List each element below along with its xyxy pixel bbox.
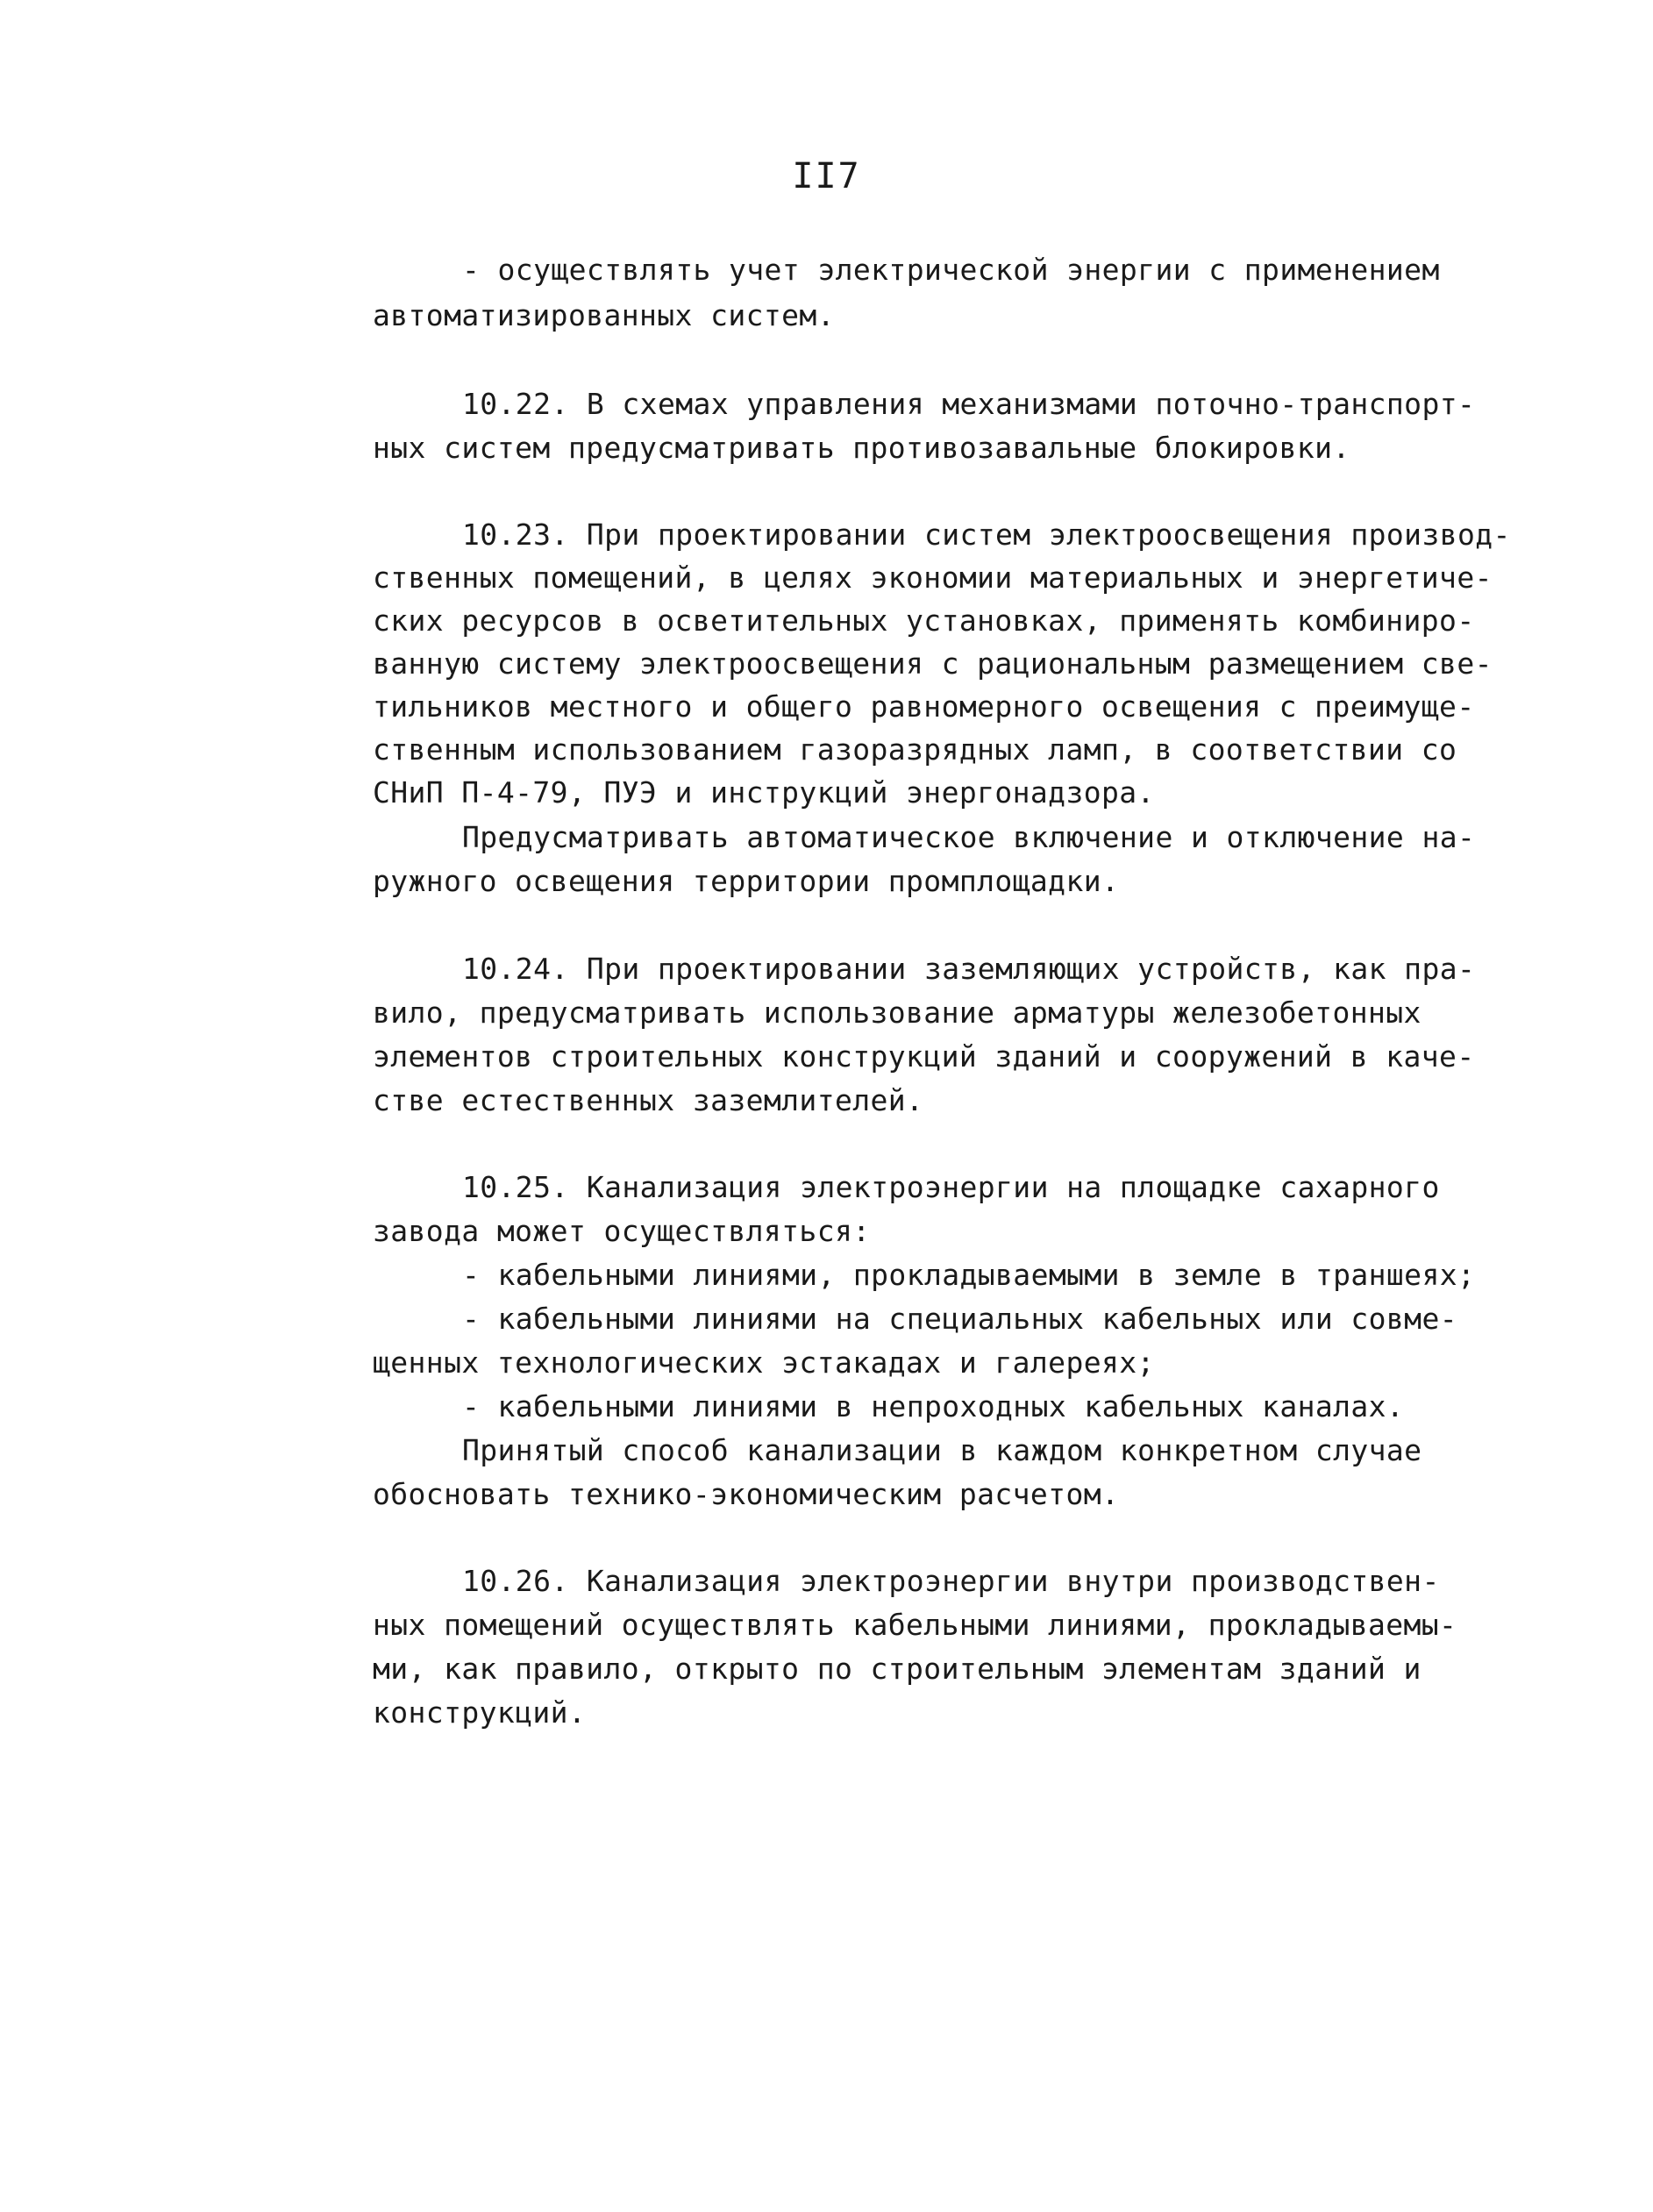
- text-line: обосновать технико-экономическим расчетом.: [373, 1477, 1120, 1511]
- text-line: элементов строительных конструкций зданий и сооружений в каче-: [373, 1039, 1475, 1074]
- list-item: - кабельными линиями в непроходных кабельных каналах.: [462, 1389, 1405, 1424]
- paragraph-10-24-heading-line: 10.24. При проектировании заземляющих устройств, как пра-: [462, 952, 1476, 986]
- text-line: стве естественных заземлителей.: [373, 1083, 924, 1117]
- page-number: II7: [792, 156, 861, 196]
- paragraph-10-22-heading-line: 10.22. В схемах управления механизмами поточно-транспорт-: [462, 387, 1476, 421]
- text-line: автоматизированных систем.: [373, 298, 835, 332]
- text-line: ственных помещений, в целях экономии материальных и энергетиче-: [373, 560, 1493, 595]
- paragraph-10-25-heading-line: 10.25. Канализация электроэнергии на площадке сахарного: [462, 1170, 1440, 1204]
- text-line: ских ресурсов в осветительных установках, применять комбиниро-: [373, 603, 1475, 638]
- text-line: завода может осуществляться:: [373, 1214, 871, 1248]
- paragraph-10-26-heading-line: 10.26. Канализация электроэнергии внутри производствен-: [462, 1564, 1440, 1598]
- text-line: - осуществлять учет электрической энергии с применением: [462, 253, 1440, 287]
- text-line: ных помещений осуществлять кабельными линиями, прокладываемы-: [373, 1608, 1457, 1642]
- text-line: Принятый способ канализации в каждом конкретном случае: [462, 1433, 1422, 1467]
- text-line: СНиП П-4-79, ПУЭ и инструкций энергонадзора.: [373, 775, 1155, 810]
- text-line: ственным использованием газоразрядных ламп, в соответствии со: [373, 732, 1457, 767]
- text-line: Предусматривать автоматическое включение и отключение на-: [462, 820, 1476, 854]
- text-line: ми, как правило, открыто по строительным элементам зданий и: [373, 1652, 1421, 1686]
- text-line: щенных технологических эстакадах и галереях;: [373, 1345, 1155, 1380]
- text-line: тильников местного и общего равномерного освещения с преимуще-: [373, 689, 1475, 724]
- text-line: конструкций.: [373, 1695, 587, 1730]
- text-line: ружного освещения территории промплощадки.: [373, 864, 1120, 898]
- text-line: ных систем предусматривать противозавальные блокировки.: [373, 431, 1350, 465]
- paragraph-10-23-heading-line: 10.23. При проектировании систем электроосвещения производ-: [462, 517, 1511, 552]
- text-line: ванную систему электроосвещения с рациональным размещением све-: [373, 646, 1493, 681]
- list-item: - кабельными линиями на специальных кабельных или совме-: [462, 1302, 1457, 1336]
- text-line: вило, предусматривать использование арматуры железобетонных: [373, 995, 1421, 1030]
- list-item: - кабельными линиями, прокладываемыми в земле в траншеях;: [462, 1258, 1476, 1292]
